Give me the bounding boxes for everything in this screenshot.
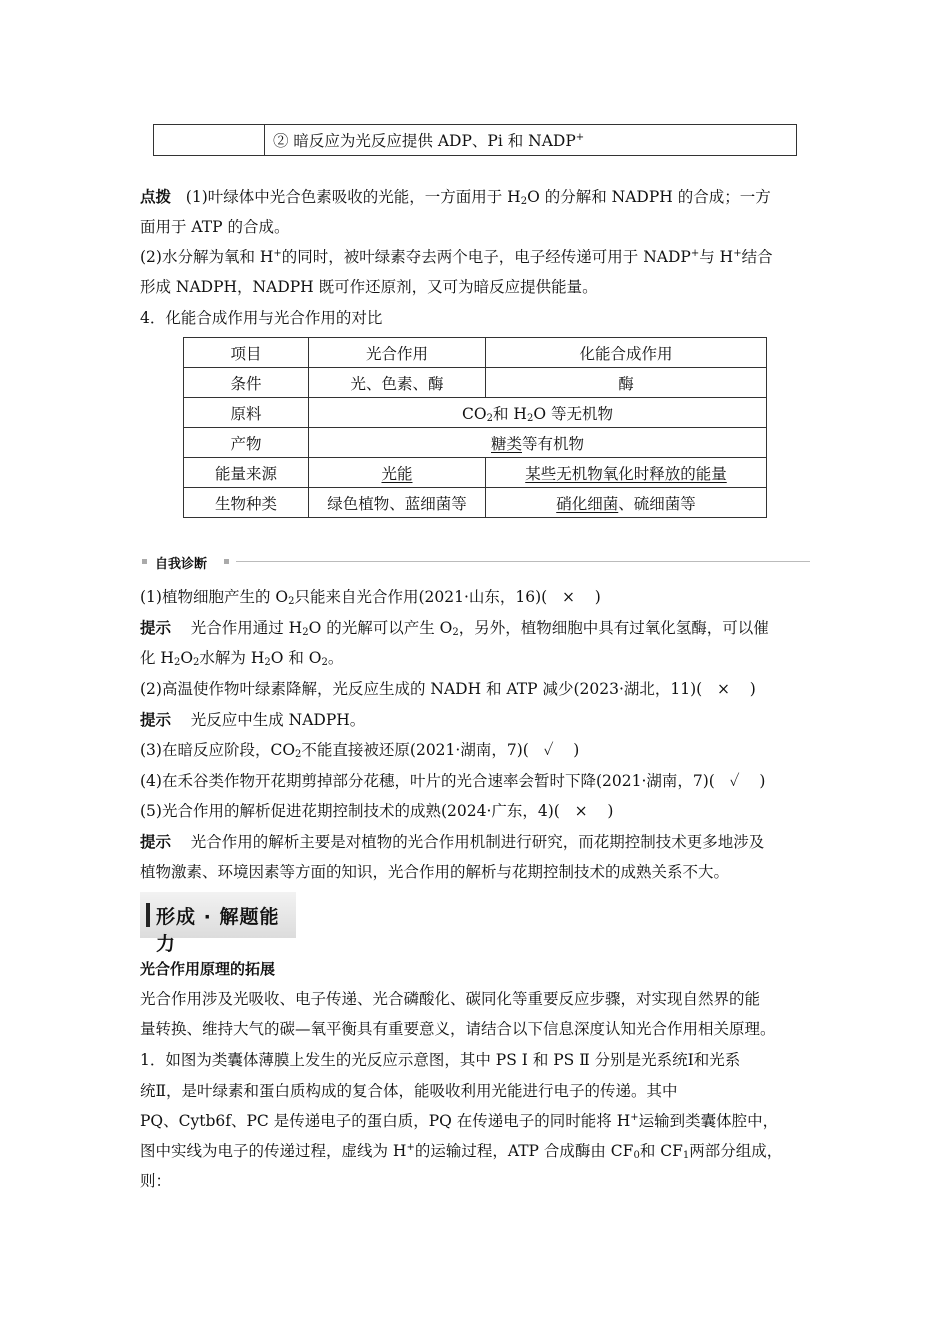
tip-line-3: (2)水分解为氧和 H+的同时，被叶绿素夺去两个电子，电子经传递可用于 NADP+与 H+结合 bbox=[140, 248, 773, 266]
question-line-4: 图中实线为电子的传递过程，虚线为 H+的运输过程，ATP 合成酶由 $CF_0$和 $CF_1$两部分组成， bbox=[140, 1142, 783, 1161]
divider-rule bbox=[236, 561, 810, 562]
self-check-label: 自我诊断 bbox=[155, 557, 208, 572]
divider-square-icon bbox=[142, 559, 147, 564]
table-row: 条件 光、色素、酶 酶 bbox=[184, 368, 767, 398]
intro-line-2: 量转换、维持大气的碳—氧平衡具有重要意义，请结合以下信息深度认知光合作用相关原理。 bbox=[140, 1020, 776, 1038]
table-row: 产物 糖类等有机物 bbox=[184, 428, 767, 458]
table-row: 原料 $CO_2$和 $H_2O$ 等无机物 bbox=[184, 398, 767, 428]
top-table bbox=[153, 124, 797, 156]
comparison-table bbox=[183, 337, 767, 518]
check-tip-1: 提示 光合作用通过 $H_2O$ 的光解可以产生 $O_2$，另外，植物细胞中具有过氧化氢酶，可以催 bbox=[140, 618, 769, 638]
tip-line-4: 形成 NADPH，NADPH 既可作还原剂，又可为暗反应提供能量。 bbox=[140, 278, 598, 296]
check-tip-5: 提示 光合作用的解析主要是对植物的光合作用机制进行研究，而花期控制技术更多地涉及 bbox=[140, 832, 765, 851]
answer-mark: × bbox=[717, 680, 730, 698]
answer-mark: × bbox=[562, 588, 575, 606]
section-banner bbox=[140, 892, 296, 955]
table-row: 能量来源 光能 某些无机物氧化时释放的能量 bbox=[184, 458, 767, 488]
check-tip-5-cont: 植物激素、环境因素等方面的知识，光合作用的解析与花期控制技术的成熟关系不大。 bbox=[140, 863, 730, 881]
check-item-1: (1)植物细胞产生的 $O_2$只能来自光合作用(2021·山东，16)( × ) bbox=[140, 588, 601, 607]
section-title: 形成 · 解题能力 bbox=[156, 906, 280, 955]
tip-label: 点拨 bbox=[140, 187, 172, 206]
question-line-2: 统Ⅱ，是叶绿素和蛋白质构成的复合体，能吸收利用光能进行电子的传递。其中 bbox=[140, 1082, 678, 1100]
top-table-cell: ② 暗反应为光反应提供 ADP、Pi 和 NADP+ bbox=[265, 125, 797, 156]
tip-line-1: 点拨 (1)叶绿体中光合色素吸收的光能，一方面用于 $H_2O$ 的分解和 NADPH 的合成；一方 bbox=[140, 187, 771, 207]
question-line-1: 1．如图为类囊体薄膜上发生的光反应示意图，其中 PS Ⅰ 和 PS Ⅱ 分别是光系统Ⅰ和光系 bbox=[140, 1051, 741, 1069]
self-check-divider bbox=[140, 552, 810, 572]
table-row: 项目 光合作用 化能合成作用 bbox=[184, 338, 767, 368]
question-line-5: 则： bbox=[140, 1172, 172, 1190]
tip-line-2: 面用于 ATP 的合成。 bbox=[140, 218, 290, 236]
check-item-4: (4)在禾谷类作物开花期剪掉部分花穗，叶片的光合速率会暂时下降(2021·湖南，7)( ✓ ) bbox=[140, 772, 766, 790]
top-table-empty-cell bbox=[154, 125, 265, 156]
table-row: 生物种类 绿色植物、蓝细菌等 硝化细菌、硫细菌等 bbox=[184, 488, 767, 518]
answer-mark: ✓ bbox=[543, 741, 554, 759]
check-tip-2: 提示 光反应中生成 NADPH。 bbox=[140, 710, 366, 729]
answer-mark: ✓ bbox=[729, 772, 740, 790]
question-line-3: PQ、Cytb6f、PC 是传递电子的蛋白质，PQ 在传递电子的同时能将 H+运输到类囊体腔中， bbox=[140, 1112, 779, 1130]
subheading: 光合作用原理的拓展 bbox=[140, 960, 276, 978]
intro-line-1: 光合作用涉及光吸收、电子传递、光合磷酸化、碳同化等重要反应步骤，对实现自然界的能 bbox=[140, 990, 761, 1008]
check-item-2: (2)高温使作物叶绿素降解，光反应生成的 NADH 和 ATP 减少(2023·湖北，11)( × ) bbox=[140, 680, 756, 698]
divider-square-icon bbox=[224, 559, 229, 564]
heading-4: 4．化能合成作用与光合作用的对比 bbox=[140, 309, 383, 327]
section-accent-bar bbox=[146, 903, 150, 927]
answer-mark: × bbox=[574, 802, 588, 820]
check-tip-1-cont: 化 $H_2O_2$水解为 $H_2O$ 和 $O_2$。 bbox=[140, 649, 344, 668]
check-item-5: (5)光合作用的解析促进花期控制技术的成熟(2024·广东，4)( × ) bbox=[140, 802, 614, 820]
check-item-3: (3)在暗反应阶段，$CO_2$不能直接被还原(2021·湖南，7)( ✓ ) bbox=[140, 741, 580, 760]
